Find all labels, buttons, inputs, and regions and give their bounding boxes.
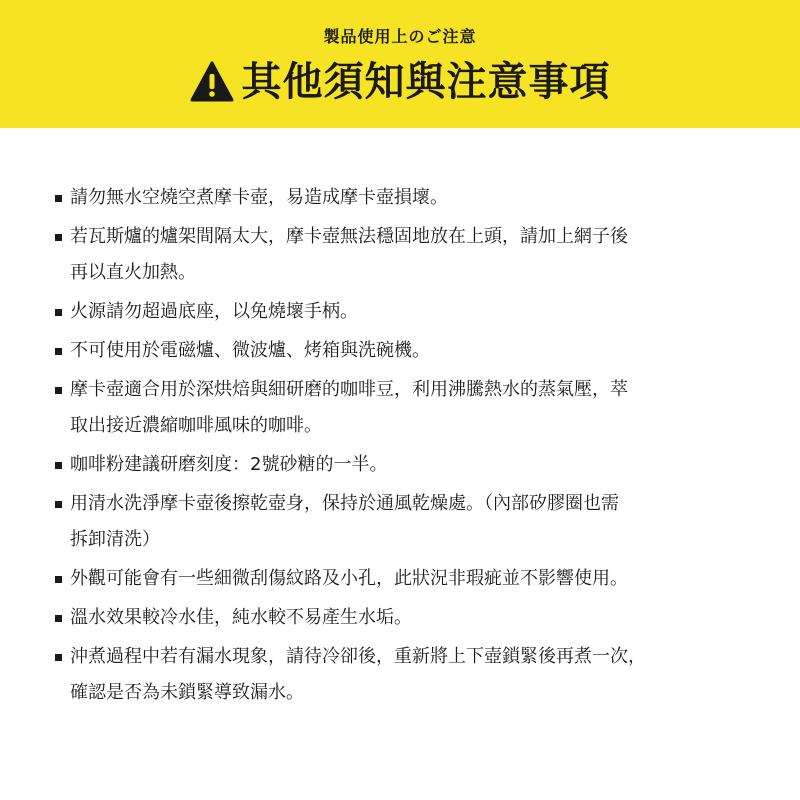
- note-item: [0, 372, 800, 444]
- bullet-square-icon: [55, 348, 62, 355]
- page-title: 其他須知與注意事項: [241, 59, 611, 105]
- note-text-line: 再以直火加熱。: [70, 262, 196, 283]
- bullet-square-icon: [55, 501, 62, 508]
- note-item: [0, 639, 800, 711]
- note-text-line: 拆卸清洗）: [70, 529, 160, 550]
- note-item: [0, 180, 800, 216]
- note-text-line: 取出接近濃縮咖啡風味的咖啡。: [70, 415, 322, 436]
- note-text-line: 確認是否為未鎖緊導致漏水。: [70, 682, 304, 703]
- note-item: [0, 294, 800, 330]
- note-text-line: 咖啡粉建議研磨刻度：2號砂糖的一半。: [70, 454, 388, 475]
- bullet-square-icon: [55, 309, 62, 316]
- note-text-line: 不可使用於電磁爐、微波爐、烤箱與洗碗機。: [70, 340, 430, 361]
- bullet-square-icon: [55, 195, 62, 202]
- notes-list: [0, 180, 800, 714]
- note-item: [0, 486, 800, 558]
- warning-triangle-icon: [190, 60, 234, 104]
- bullet-square-icon: [55, 387, 62, 394]
- note-text-line: 火源請勿超過底座，以免燒壞手柄。: [70, 301, 358, 322]
- bullet-square-icon: [55, 576, 62, 583]
- header-subtitle: 製品使用上のご注意: [323, 27, 477, 46]
- bullet-square-icon: [55, 615, 62, 622]
- note-item: [0, 333, 800, 369]
- note-text-line: 外觀可能會有一些細微刮傷紋路及小孔，此狀況非瑕疵並不影響使用。: [70, 568, 628, 589]
- note-text-line: 用清水洗淨摩卡壺後擦乾壺身，保持於通風乾燥處。（內部矽膠圈也需: [70, 493, 619, 514]
- bullet-square-icon: [55, 654, 62, 661]
- note-item: [0, 447, 800, 483]
- note-item: [0, 561, 800, 597]
- note-text-line: 溫水效果較冷水佳，純水較不易產生水垢。: [70, 607, 412, 628]
- note-item: [0, 600, 800, 636]
- bullet-square-icon: [55, 234, 62, 241]
- note-text-line: 沖煮過程中若有漏水現象，請待冷卻後，重新將上下壺鎖緊後再煮一次，: [70, 646, 646, 667]
- note-text-line: 請勿無水空燒空煮摩卡壺，易造成摩卡壺損壞。: [70, 187, 448, 208]
- note-item: [0, 219, 800, 291]
- note-text-line: 摩卡壺適合用於深烘焙與細研磨的咖啡豆，利用沸騰熱水的蒸氣壓，萃: [70, 379, 628, 400]
- note-text-line: 若瓦斯爐的爐架間隔太大，摩卡壺無法穩固地放在上頭，請加上網子後: [70, 226, 628, 247]
- bullet-square-icon: [55, 462, 62, 469]
- title-row: [0, 56, 800, 108]
- header-banner: [0, 0, 800, 128]
